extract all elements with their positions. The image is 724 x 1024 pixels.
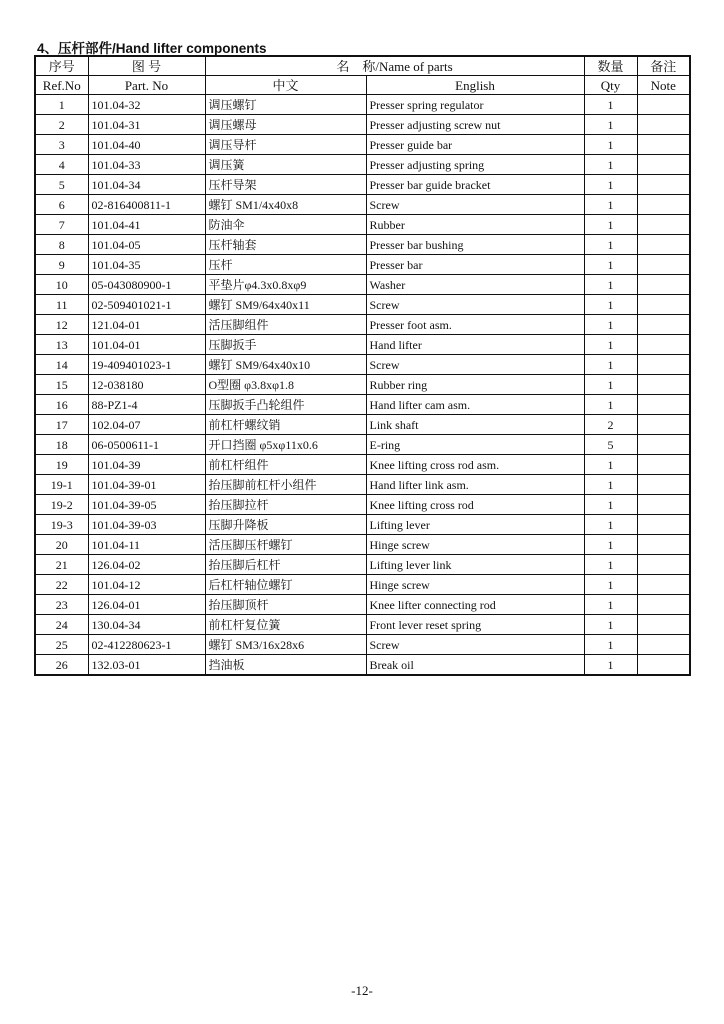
cell-qty: 1 (584, 635, 637, 655)
cell-name-en: Front lever reset spring (366, 615, 584, 635)
cell-ref: 23 (35, 595, 88, 615)
table-row (35, 315, 690, 335)
cell-part-no: 126.04-01 (88, 595, 205, 615)
table-row (35, 95, 690, 115)
cell-note (637, 395, 690, 415)
cell-name-en: Screw (366, 295, 584, 315)
cell-name-cn: 平垫片φ4.3x0.8xφ9 (205, 275, 366, 295)
cell-note (637, 515, 690, 535)
cell-name-cn: 挡油板 (205, 655, 366, 676)
cell-qty: 1 (584, 615, 637, 635)
header-name-group: 名 称/Name of parts (205, 56, 584, 76)
cell-name-en: Hand lifter link asm. (366, 475, 584, 495)
cell-qty: 2 (584, 415, 637, 435)
cell-note (637, 335, 690, 355)
cell-name-cn: 前杠杆组件 (205, 455, 366, 475)
cell-ref: 17 (35, 415, 88, 435)
cell-name-cn: 压杆 (205, 255, 366, 275)
header-ref-en: Ref.No (35, 76, 88, 95)
cell-qty: 5 (584, 435, 637, 455)
cell-qty: 1 (584, 495, 637, 515)
cell-note (637, 295, 690, 315)
cell-qty: 1 (584, 455, 637, 475)
table-row (35, 395, 690, 415)
cell-part-no: 101.04-32 (88, 95, 205, 115)
cell-part-no: 101.04-39 (88, 455, 205, 475)
cell-part-no: 101.04-41 (88, 215, 205, 235)
cell-qty: 1 (584, 395, 637, 415)
cell-name-en: Presser bar guide bracket (366, 175, 584, 195)
cell-name-cn: 螺钉 SM9/64x40x11 (205, 295, 366, 315)
cell-part-no: 101.04-33 (88, 155, 205, 175)
cell-note (637, 255, 690, 275)
cell-note (637, 635, 690, 655)
cell-qty: 1 (584, 195, 637, 215)
header-row-bottom (35, 76, 690, 95)
cell-ref: 21 (35, 555, 88, 575)
cell-part-no: 101.04-12 (88, 575, 205, 595)
table-row (35, 455, 690, 475)
cell-name-en: Presser adjusting screw nut (366, 115, 584, 135)
cell-part-no: 02-412280623-1 (88, 635, 205, 655)
cell-part-no: 130.04-34 (88, 615, 205, 635)
cell-name-en: Knee lifting cross rod asm. (366, 455, 584, 475)
cell-name-en: Presser spring regulator (366, 95, 584, 115)
cell-qty: 1 (584, 515, 637, 535)
header-note-en: Note (637, 76, 690, 95)
cell-part-no: 19-409401023-1 (88, 355, 205, 375)
cell-ref: 3 (35, 135, 88, 155)
cell-part-no: 12-038180 (88, 375, 205, 395)
header-ref-cn: 序号 (35, 56, 88, 76)
cell-ref: 1 (35, 95, 88, 115)
table-row (35, 375, 690, 395)
cell-note (637, 235, 690, 255)
cell-ref: 24 (35, 615, 88, 635)
table-row (35, 635, 690, 655)
cell-qty: 1 (584, 115, 637, 135)
cell-qty: 1 (584, 595, 637, 615)
table-row (35, 615, 690, 635)
cell-name-en: Screw (366, 635, 584, 655)
cell-part-no: 101.04-39-03 (88, 515, 205, 535)
cell-part-no: 102.04-07 (88, 415, 205, 435)
table-row (35, 195, 690, 215)
cell-ref: 12 (35, 315, 88, 335)
table-row (35, 595, 690, 615)
cell-ref: 5 (35, 175, 88, 195)
cell-name-cn: 抬压脚顶杆 (205, 595, 366, 615)
cell-ref: 20 (35, 535, 88, 555)
table-row (35, 475, 690, 495)
cell-part-no: 121.04-01 (88, 315, 205, 335)
cell-qty: 1 (584, 295, 637, 315)
cell-ref: 11 (35, 295, 88, 315)
cell-qty: 1 (584, 155, 637, 175)
cell-name-cn: 前杠杆复位簧 (205, 615, 366, 635)
table-row (35, 335, 690, 355)
cell-ref: 19-1 (35, 475, 88, 495)
cell-qty: 1 (584, 555, 637, 575)
table-row (35, 575, 690, 595)
cell-ref: 19-2 (35, 495, 88, 515)
cell-name-cn: 调压导杆 (205, 135, 366, 155)
cell-qty: 1 (584, 95, 637, 115)
cell-name-en: Lifting lever (366, 515, 584, 535)
cell-name-en: Hinge screw (366, 575, 584, 595)
cell-qty: 1 (584, 475, 637, 495)
cell-part-no: 101.04-34 (88, 175, 205, 195)
cell-name-cn: 开口挡圈 φ5xφ11x0.6 (205, 435, 366, 455)
cell-note (637, 175, 690, 195)
cell-name-cn: 活压脚压杆螺钉 (205, 535, 366, 555)
cell-ref: 18 (35, 435, 88, 455)
cell-qty: 1 (584, 135, 637, 155)
table-row (35, 515, 690, 535)
cell-name-en: Break oil (366, 655, 584, 676)
cell-note (637, 475, 690, 495)
cell-note (637, 95, 690, 115)
table-row (35, 415, 690, 435)
cell-ref: 10 (35, 275, 88, 295)
cell-name-en: E-ring (366, 435, 584, 455)
cell-part-no: 02-509401021-1 (88, 295, 205, 315)
cell-name-cn: 调压螺母 (205, 115, 366, 135)
cell-ref: 15 (35, 375, 88, 395)
cell-name-cn: 压脚升降板 (205, 515, 366, 535)
page-number: -12- (351, 983, 373, 998)
cell-note (637, 595, 690, 615)
cell-name-cn: 前杠杆螺纹销 (205, 415, 366, 435)
cell-ref: 7 (35, 215, 88, 235)
header-note-cn: 备注 (637, 56, 690, 76)
cell-part-no: 101.04-01 (88, 335, 205, 355)
cell-name-en: Screw (366, 355, 584, 375)
cell-name-cn: 压杆导架 (205, 175, 366, 195)
cell-part-no: 101.04-39-01 (88, 475, 205, 495)
header-part-en: Part. No (88, 76, 205, 95)
cell-note (637, 375, 690, 395)
cell-name-en: Presser bar bushing (366, 235, 584, 255)
cell-part-no: 101.04-31 (88, 115, 205, 135)
table-row (35, 355, 690, 375)
cell-name-cn: 抬压脚后杠杆 (205, 555, 366, 575)
cell-name-en: Hinge screw (366, 535, 584, 555)
cell-name-cn: 后杠杆轴位螺钉 (205, 575, 366, 595)
header-name-cn: 中文 (205, 76, 366, 95)
header-qty-cn: 数量 (584, 56, 637, 76)
cell-note (637, 615, 690, 635)
cell-ref: 6 (35, 195, 88, 215)
cell-qty: 1 (584, 275, 637, 295)
cell-name-en: Link shaft (366, 415, 584, 435)
cell-name-en: Knee lifter connecting rod (366, 595, 584, 615)
cell-part-no: 06-0500611-1 (88, 435, 205, 455)
cell-note (637, 315, 690, 335)
cell-name-cn: 调压簧 (205, 155, 366, 175)
cell-part-no: 101.04-05 (88, 235, 205, 255)
cell-name-cn: O型圈 φ3.8xφ1.8 (205, 375, 366, 395)
cell-note (637, 535, 690, 555)
cell-name-en: Knee lifting cross rod (366, 495, 584, 515)
cell-name-cn: 螺钉 SM3/16x28x6 (205, 635, 366, 655)
cell-qty: 1 (584, 535, 637, 555)
cell-note (637, 415, 690, 435)
cell-name-en: Presser foot asm. (366, 315, 584, 335)
table-row (35, 115, 690, 135)
header-row-top (35, 56, 690, 76)
cell-part-no: 101.04-11 (88, 535, 205, 555)
cell-ref: 19-3 (35, 515, 88, 535)
cell-qty: 1 (584, 575, 637, 595)
cell-qty: 1 (584, 375, 637, 395)
parts-table (34, 55, 691, 676)
cell-name-en: Lifting lever link (366, 555, 584, 575)
table-row (35, 155, 690, 175)
cell-note (637, 555, 690, 575)
cell-note (637, 655, 690, 676)
table-row (35, 555, 690, 575)
cell-part-no: 101.04-39-05 (88, 495, 205, 515)
cell-note (637, 495, 690, 515)
table-row (35, 495, 690, 515)
table-row (35, 215, 690, 235)
cell-name-cn: 调压螺钉 (205, 95, 366, 115)
cell-note (637, 435, 690, 455)
cell-note (637, 355, 690, 375)
cell-part-no: 126.04-02 (88, 555, 205, 575)
cell-name-cn: 螺钉 SM9/64x40x10 (205, 355, 366, 375)
table-row (35, 235, 690, 255)
table-row (35, 535, 690, 555)
table-row (35, 175, 690, 195)
table-row (35, 135, 690, 155)
cell-note (637, 155, 690, 175)
cell-qty: 1 (584, 655, 637, 676)
cell-note (637, 575, 690, 595)
cell-qty: 1 (584, 315, 637, 335)
cell-note (637, 135, 690, 155)
cell-name-cn: 压脚扳手凸轮组件 (205, 395, 366, 415)
cell-qty: 1 (584, 255, 637, 275)
cell-part-no: 101.04-40 (88, 135, 205, 155)
header-name-en: English (366, 76, 584, 95)
cell-name-cn: 螺钉 SM1/4x40x8 (205, 195, 366, 215)
table-row (35, 295, 690, 315)
table-row (35, 435, 690, 455)
cell-name-en: Rubber (366, 215, 584, 235)
cell-ref: 4 (35, 155, 88, 175)
cell-name-en: Rubber ring (366, 375, 584, 395)
cell-name-cn: 防油伞 (205, 215, 366, 235)
cell-qty: 1 (584, 355, 637, 375)
cell-part-no: 132.03-01 (88, 655, 205, 676)
cell-ref: 13 (35, 335, 88, 355)
cell-name-en: Presser guide bar (366, 135, 584, 155)
cell-name-cn: 抬压脚前杠杆小组件 (205, 475, 366, 495)
cell-note (637, 275, 690, 295)
cell-qty: 1 (584, 235, 637, 255)
cell-name-en: Washer (366, 275, 584, 295)
cell-note (637, 215, 690, 235)
cell-name-cn: 压杆轴套 (205, 235, 366, 255)
cell-qty: 1 (584, 335, 637, 355)
cell-ref: 9 (35, 255, 88, 275)
cell-qty: 1 (584, 215, 637, 235)
parts-table-body (35, 95, 690, 676)
cell-ref: 22 (35, 575, 88, 595)
section-title: 4、压杆部件/Hand lifter components (37, 41, 267, 56)
cell-part-no: 05-043080900-1 (88, 275, 205, 295)
cell-part-no: 101.04-35 (88, 255, 205, 275)
cell-name-en: Presser adjusting spring (366, 155, 584, 175)
cell-part-no: 88-PZ1-4 (88, 395, 205, 415)
cell-note (637, 115, 690, 135)
cell-ref: 25 (35, 635, 88, 655)
header-part-cn: 图 号 (88, 56, 205, 76)
cell-qty: 1 (584, 175, 637, 195)
cell-ref: 8 (35, 235, 88, 255)
table-row (35, 275, 690, 295)
cell-ref: 14 (35, 355, 88, 375)
header-qty-en: Qty (584, 76, 637, 95)
table-row (35, 655, 690, 676)
cell-name-cn: 抬压脚拉杆 (205, 495, 366, 515)
cell-name-cn: 活压脚组件 (205, 315, 366, 335)
cell-part-no: 02-816400811-1 (88, 195, 205, 215)
cell-name-en: Presser bar (366, 255, 584, 275)
table-row (35, 255, 690, 275)
cell-ref: 16 (35, 395, 88, 415)
cell-name-en: Hand lifter cam asm. (366, 395, 584, 415)
cell-name-cn: 压脚扳手 (205, 335, 366, 355)
cell-name-en: Screw (366, 195, 584, 215)
cell-note (637, 455, 690, 475)
cell-name-en: Hand lifter (366, 335, 584, 355)
cell-ref: 26 (35, 655, 88, 676)
cell-ref: 2 (35, 115, 88, 135)
cell-ref: 19 (35, 455, 88, 475)
cell-note (637, 195, 690, 215)
